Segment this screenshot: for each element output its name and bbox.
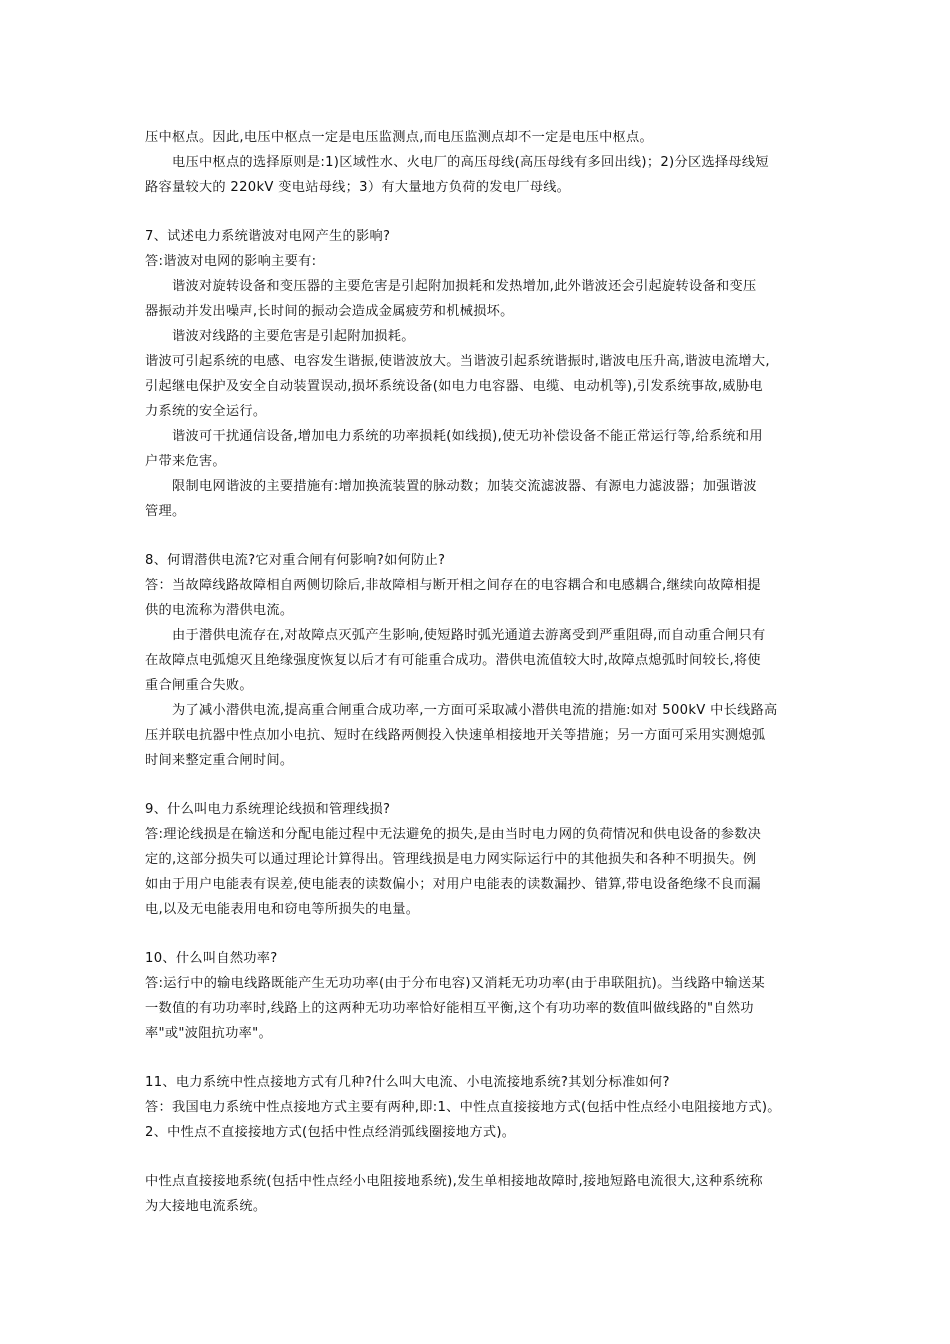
text-line: 电,以及无电能表用电和窃电等所损失的电量。 [145, 902, 420, 917]
text-line: 户带来危害。 [145, 454, 226, 469]
question-heading: 9、什么叫电力系统理论线损和管理线损? [145, 802, 391, 817]
text-line: 中性点直接接地系统(包括中性点经小电阻接地系统),发生单相接地故障时,接地短路电流很大,这种系统称 [145, 1174, 763, 1189]
text-line: 力系统的安全运行。 [145, 404, 267, 419]
question-heading: 7、试述电力系统谐波对电网产生的影响? [145, 229, 391, 244]
text-line: 2、中性点不直接接地方式(包括中性点经消弧线圈接地方式)。 [145, 1125, 516, 1140]
text-line: 压并联电抗器中性点加小电抗、短时在线路两侧投入快速单相接地开关等措施；另一方面可采用实测熄弧 [145, 728, 766, 743]
text-line: 定的,这部分损失可以通过理论计算得出。管理线损是电力网实际运行中的其他损失和各种不明损失。例 [145, 852, 757, 867]
text-line: 由于潜供电流存在,对故障点灭弧产生影响,使短路时弧光通道去游离受到严重阻碍,而自动重合闸只有 [172, 628, 766, 643]
text-line: 在故障点电弧熄灭且绝缘强度恢复以后才有可能重合成功。潜供电流值较大时,故障点熄弧时间较长,将使 [145, 653, 761, 668]
text-line: 答:运行中的输电线路既能产生无功功率(由于分布电容)又消耗无功功率(由于串联阻抗)。当线路中输送某 [145, 976, 765, 991]
question-heading: 10、什么叫自然功率? [145, 951, 278, 966]
text-line: 谐波可引起系统的电感、电容发生谐振,使谐波放大。当谐波引起系统谐振时,谐波电压升高,谐波电流增大, [145, 354, 770, 369]
text-line: 率"或"波阻抗功率"。 [145, 1026, 272, 1041]
text-line: 答:谐波对电网的影响主要有: [145, 254, 317, 269]
text-line: 为了减小潜供电流,提高重合闸重合成功率,一方面可采取减小潜供电流的措施:如对 500kV 中长线路高 [172, 703, 778, 718]
text-line: 答：我国电力系统中性点接地方式主要有两种,即:1、中性点直接接地方式(包括中性点经小电阻接地方式)。 [145, 1100, 781, 1115]
text-line: 管理。 [145, 504, 186, 519]
text-line: 引起继电保护及安全自动装置误动,损坏系统设备(如电力电容器、电缆、电动机等),引发系统事故,威胁电 [145, 379, 763, 394]
text-line: 压中枢点。因此,电压中枢点一定是电压监测点,而电压监测点却不一定是电压中枢点。 [145, 130, 654, 145]
text-line: 器振动并发出噪声,长时间的振动会造成金属疲劳和机械损坏。 [145, 304, 514, 319]
text-line: 为大接地电流系统。 [145, 1199, 267, 1214]
question-heading: 8、何谓潜供电流?它对重合闸有何影响?如何防止? [145, 553, 446, 568]
question-heading: 11、电力系统中性点接地方式有几种?什么叫大电流、小电流接地系统?其划分标准如何? [145, 1075, 670, 1090]
text-line: 谐波对线路的主要危害是引起附加损耗。 [172, 329, 415, 344]
text-line: 电压中枢点的选择原则是:1)区域性水、火电厂的高压母线(高压母线有多回出线)；2)分区选择母线短 [172, 155, 769, 170]
text-line: 如由于用户电能表有误差,使电能表的读数偏小；对用户电能表的读数漏抄、错算,带电设备绝缘不良而漏 [145, 877, 761, 892]
text-line: 时间来整定重合闸时间。 [145, 753, 294, 768]
text-line: 限制电网谐波的主要措施有:增加换流装置的脉动数；加装交流滤波器、有源电力滤波器；加强谐波 [172, 479, 757, 494]
text-line: 路容量较大的 220kV 变电站母线；3）有大量地方负荷的发电厂母线。 [145, 180, 571, 195]
text-line: 答：当故障线路故障相自两侧切除后,非故障相与断开相之间存在的电容耦合和电感耦合,继续向故障相提 [145, 578, 761, 593]
text-line: 供的电流称为潜供电流。 [145, 603, 294, 618]
text-line: 谐波可干扰通信设备,增加电力系统的功率损耗(如线损),使无功补偿设备不能正常运行等,给系统和用 [172, 429, 763, 444]
text-line: 重合闸重合失败。 [145, 678, 253, 693]
text-line: 答:理论线损是在输送和分配电能过程中无法避免的损失,是由当时电力网的负荷情况和供电设备的参数决 [145, 827, 762, 842]
text-line: 一数值的有功功率时,线路上的这两种无功功率恰好能相互平衡,这个有功功率的数值叫做线路的"自然功 [145, 1001, 754, 1016]
text-line: 谐波对旋转设备和变压器的主要危害是引起附加损耗和发热增加,此外谐波还会引起旋转设备和变压 [172, 279, 757, 294]
